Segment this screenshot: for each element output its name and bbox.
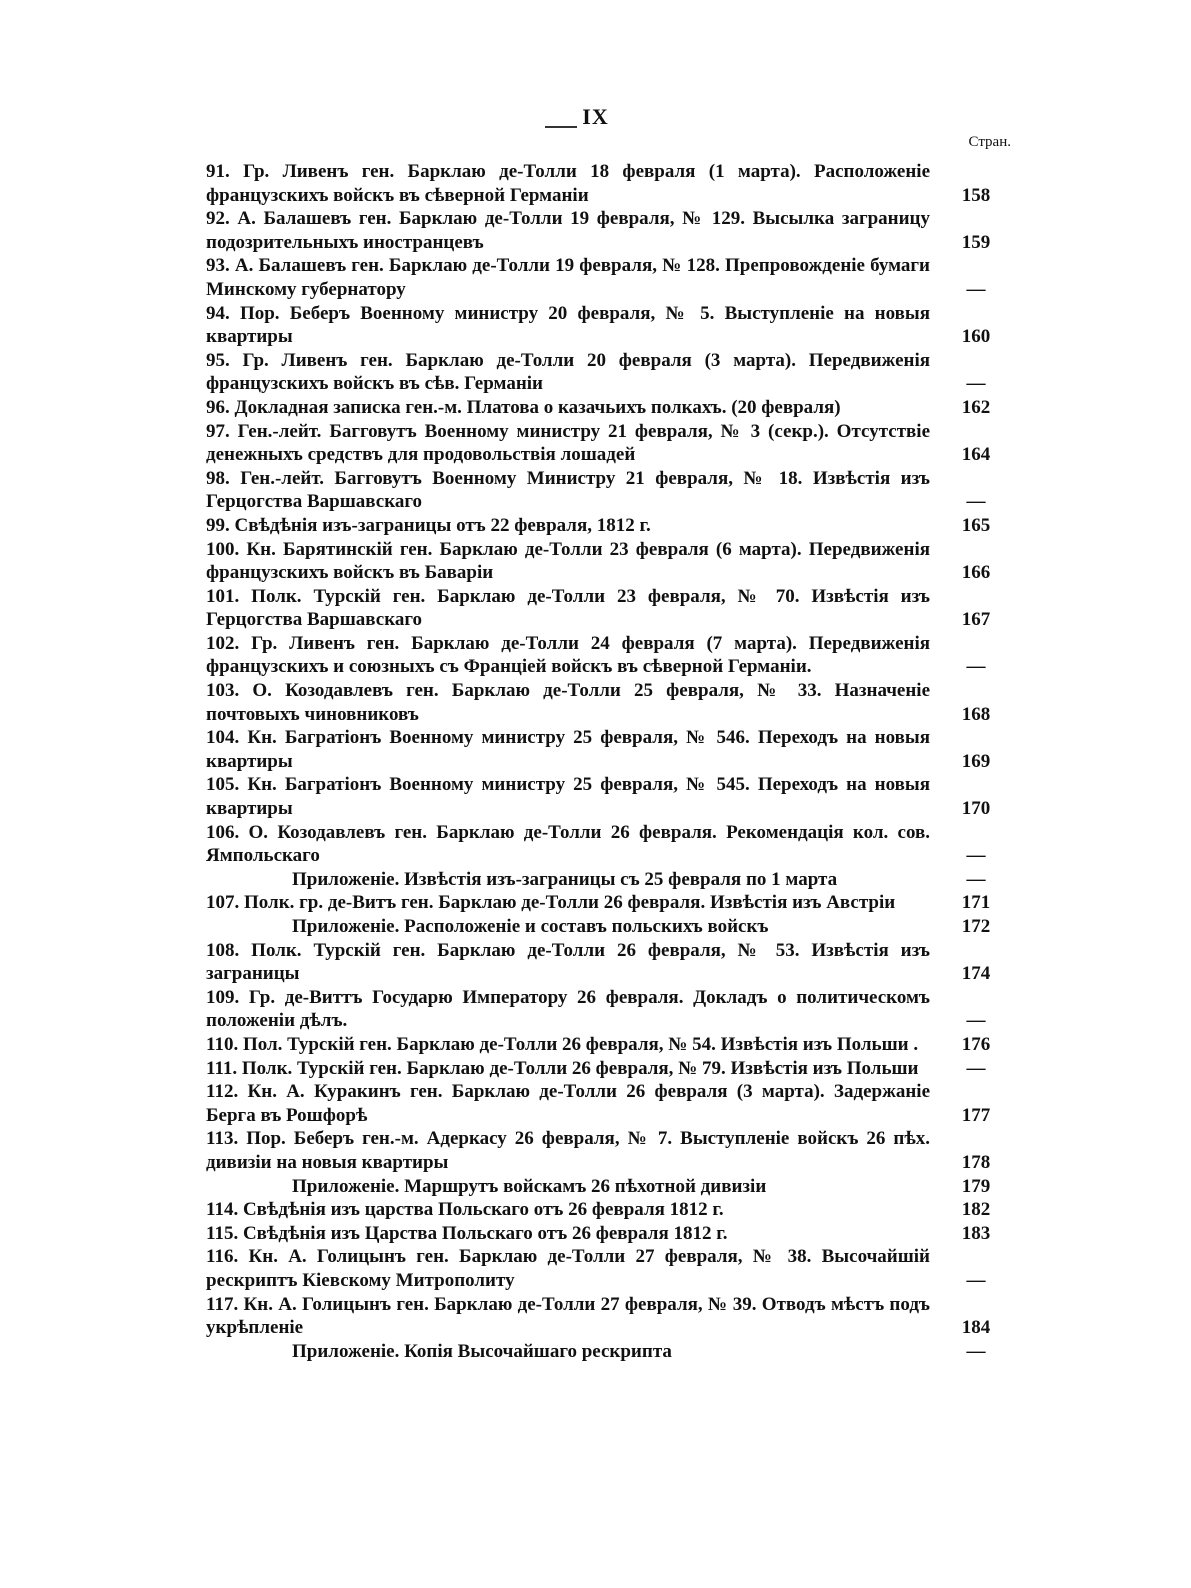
- toc-entry: [206, 514, 1010, 538]
- entry-text: [206, 632, 930, 679]
- entry-page-number: —: [966, 1057, 986, 1079]
- entry-text: [206, 302, 930, 349]
- entry-page-number: —: [966, 1340, 986, 1362]
- entry-number: 95.: [206, 349, 230, 371]
- entry-number: 104.: [206, 727, 240, 749]
- entry-page-number: —: [966, 373, 986, 395]
- page-number: IX: [582, 104, 609, 129]
- toc-entry: [206, 467, 1010, 514]
- entry-page-number: 165: [961, 514, 991, 536]
- toc-entry: [206, 679, 1010, 726]
- toc-entry: [206, 585, 1010, 632]
- entry-text: [206, 821, 930, 868]
- entry-title: Кн. А. Голицынъ ген. Барклаю де-Толли 27 февраля, № 38. Высочайшій рескриптъ Кіевскому Митрополиту: [206, 1246, 931, 1291]
- page-column-header: Стран.: [968, 134, 1011, 150]
- entry-number: 99.: [206, 514, 230, 536]
- entry-page-number: 159: [961, 231, 991, 253]
- toc-entry: [206, 254, 1010, 301]
- entry-title: Свѣдѣнія изъ-заграницы отъ 22 февраля, 1812 г.: [234, 514, 651, 536]
- toc-entry: [206, 207, 1010, 254]
- entry-number: 91.: [206, 161, 230, 182]
- entry-number: 114.: [206, 1199, 239, 1221]
- entry-page-number: 179: [961, 1175, 991, 1197]
- entry-title: Свѣдѣнія изъ царства Польскаго отъ 26 февраля 1812 г.: [242, 1199, 724, 1221]
- entry-text: [206, 891, 930, 915]
- toc-entry: [206, 1198, 1010, 1222]
- entry-page-number: —: [966, 845, 986, 867]
- toc-entry: [206, 1057, 1010, 1081]
- entry-text: [206, 868, 930, 892]
- entry-text: [206, 726, 930, 773]
- entry-text: [206, 1293, 930, 1340]
- entry-number: 109.: [206, 986, 240, 1008]
- entry-title: Полк. Турскій ген. Барклаю де-Толли 23 февраля, № 70. Извѣстія изъ Герцогства Варшавскаго: [206, 585, 931, 631]
- entry-number: 111.: [206, 1057, 238, 1079]
- entry-number: 92.: [206, 208, 230, 230]
- toc-entry: [206, 1127, 1010, 1174]
- entry-page-number: —: [966, 278, 986, 300]
- entry-title: Полк. гр. де-Витъ ген. Барклаю де-Толли 26 февраля. Извѣстія изъ Австріи: [244, 892, 896, 914]
- toc-entry: [206, 986, 1010, 1033]
- entry-title: О. Козодавлевъ ген. Барклаю де-Толли 26 февраля. Рекомендація кол. сов. Ямпольскаго: [206, 821, 931, 867]
- toc-entry: [206, 538, 1010, 585]
- entry-text: [206, 585, 930, 632]
- entry-text: [206, 773, 930, 820]
- entry-number: 100.: [206, 538, 240, 560]
- entry-number: 113.: [206, 1128, 239, 1150]
- entry-number: 117.: [206, 1293, 239, 1315]
- toc-entry: [206, 1293, 1010, 1340]
- entry-text: [206, 1222, 930, 1246]
- entry-text: [206, 514, 930, 538]
- entry-number: 102.: [206, 632, 240, 654]
- entry-number: 98.: [206, 467, 230, 489]
- entry-number: 93.: [206, 255, 230, 277]
- entry-number: 107.: [206, 892, 240, 914]
- entry-page-number: —: [966, 868, 986, 890]
- entry-text: [206, 396, 930, 420]
- toc-appendix-entry: [206, 1175, 1010, 1199]
- toc-entry: [206, 1245, 1010, 1292]
- entry-title: Кн. Барятинскій ген. Барклаю де-Толли 23 февраля (6 марта). Передвиженія французскихъ войскъ въ Баваріи: [206, 538, 930, 584]
- entry-title: Пол. Турскій ген. Барклаю де-Толли 26 февраля, № 54. Извѣстія изъ Польши .: [242, 1033, 919, 1055]
- toc-entry: [206, 726, 1010, 773]
- entry-text: [206, 207, 930, 254]
- entry-title: Кн. Багратіонъ Военному министру 25 февраля, № 546. Переходъ на новыя квартиры: [206, 727, 930, 772]
- entry-number: 110.: [206, 1033, 239, 1055]
- toc-appendix-entry: [206, 915, 1010, 939]
- entry-page-number: 183: [961, 1222, 991, 1244]
- entry-text: [206, 1340, 930, 1364]
- entry-page-number: —: [966, 1269, 986, 1291]
- entry-page-number: 169: [961, 750, 991, 772]
- entry-text: [206, 679, 930, 726]
- entry-title: Приложеніе. Расположеніе и составъ польскихъ войскъ: [292, 916, 769, 937]
- entry-number: 116.: [206, 1246, 239, 1268]
- entry-page-number: 172: [961, 916, 991, 937]
- entry-title: Ген.-лейт. Багговутъ Военному министру 21 февраля, № 3 (секр.). Отсутствіе денежныхъ средствъ для продовольствія лошадей: [206, 420, 930, 466]
- entry-number: 94.: [206, 302, 230, 324]
- toc-entry: [206, 773, 1010, 820]
- entry-title: Гр. Ливенъ ген. Барклаю де-Толли 18 февраля (1 марта). Расположеніе французскихъ войскъ въ сѣверной Германіи: [206, 161, 930, 206]
- entry-page-number: 160: [961, 326, 991, 348]
- entry-title: А. Балашевъ ген. Барклаю де-Толли 19 февраля, № 129. Высылка заграницу подозрительныхъ иностранцевъ: [206, 208, 930, 253]
- entry-text: [206, 254, 930, 301]
- entry-number: 112.: [206, 1081, 239, 1103]
- entry-page-number: 164: [961, 444, 991, 466]
- entry-title: Свѣдѣнія изъ Царства Польскаго отъ 26 февраля 1812 г.: [242, 1222, 728, 1244]
- entry-text: [206, 1033, 930, 1057]
- page-number-dash: [545, 126, 577, 128]
- entry-number: 96.: [206, 396, 230, 418]
- entry-text: [206, 1245, 930, 1292]
- entry-text: [206, 1080, 930, 1127]
- entry-page-number: 168: [961, 703, 991, 725]
- entry-number: 106.: [206, 821, 240, 843]
- entry-text: [206, 1198, 930, 1222]
- entry-number: 101.: [206, 585, 240, 607]
- entry-number: 105.: [206, 774, 240, 796]
- toc-appendix-entry: [206, 868, 1010, 892]
- entry-page-number: 182: [961, 1199, 991, 1221]
- entry-number: 97.: [206, 420, 230, 442]
- toc-entry: [206, 939, 1010, 986]
- toc-entry: [206, 420, 1010, 467]
- entry-title: А. Балашевъ ген. Барклаю де-Толли 19 февраля, № 128. Препровожденіе бумаги Минскому губернатору: [206, 255, 931, 300]
- toc-entry: [206, 396, 1010, 420]
- toc-entry: [206, 1080, 1010, 1127]
- entry-title: Кн. А. Куракинъ ген. Барклаю де-Толли 26 февраля (3 марта). Задержаніе Берга въ Рошфорѣ: [206, 1081, 931, 1126]
- entry-title: Приложеніе. Копія Высочайшаго рескрипта: [292, 1340, 672, 1362]
- entry-text: [206, 986, 930, 1033]
- entry-page-number: —: [966, 656, 986, 678]
- toc-entry: [206, 1033, 1010, 1057]
- entry-page-number: 162: [961, 396, 991, 418]
- toc-entry: [206, 1222, 1010, 1246]
- entry-page-number: —: [966, 1010, 986, 1032]
- toc-entry: [206, 302, 1010, 349]
- entry-title: Приложеніе. Маршрутъ войскамъ 26 пѣхотной дивизіи: [292, 1175, 767, 1197]
- entry-page-number: 167: [961, 609, 991, 631]
- entry-title: Полк. Турскій ген. Барклаю де-Толли 26 февраля, № 79. Извѣстія изъ Польши: [241, 1057, 919, 1079]
- entry-title: О. Козодавлевъ ген. Барклаю де-Толли 25 февраля, № 33. Назначеніе почтовыхъ чиновниковъ: [206, 680, 931, 725]
- toc-entry: [206, 632, 1010, 679]
- entry-title: Полк. Турскій ген. Барклаю де-Толли 26 февраля, № 53. Извѣстія изъ заграницы: [206, 939, 931, 985]
- entry-text: [206, 160, 930, 207]
- entry-title: Ген.-лейт. Багговутъ Военному Министру 21 февраля, № 18. Извѣстія изъ Герцогства Варшавскаго: [206, 467, 930, 513]
- toc-entry: [206, 891, 1010, 915]
- entry-page-number: 158: [961, 184, 991, 206]
- entry-page-number: 171: [961, 892, 991, 914]
- entry-text: [206, 467, 930, 514]
- entry-page-number: —: [966, 491, 986, 513]
- entry-page-number: 174: [961, 963, 991, 985]
- entry-page-number: 178: [961, 1151, 991, 1173]
- toc-entry: [206, 349, 1010, 396]
- entry-text: [206, 1175, 930, 1199]
- entry-text: [206, 1057, 930, 1081]
- entry-text: [206, 1127, 930, 1174]
- entry-title: Гр. де-Виттъ Государю Императору 26 февраля. Докладъ о политическомъ положеніи дѣлъ.: [206, 986, 930, 1032]
- entry-text: [206, 915, 930, 939]
- entry-page-number: 170: [961, 798, 991, 820]
- entry-title: Докладная записка ген.-м. Платова о казачьихъ полкахъ. (20 февраля): [234, 396, 841, 418]
- entry-number: 115.: [206, 1222, 239, 1244]
- entry-title: Гр. Ливенъ ген. Барклаю де-Толли 24 февраля (7 марта). Передвиженія французскихъ и союзныхъ съ Франціей войскъ въ сѣверной Германіи.: [206, 632, 931, 678]
- entry-title: Пор. Беберъ Военному министру 20 февраля, № 5. Выступленіе на новыя квартиры: [206, 302, 930, 348]
- entry-number: 103.: [206, 680, 240, 702]
- toc-appendix-entry: [206, 1340, 1010, 1364]
- entry-text: [206, 939, 930, 986]
- toc-entry: [206, 821, 1010, 868]
- entry-text: [206, 420, 930, 467]
- entry-text: [206, 538, 930, 585]
- entry-title: Пор. Беберъ ген.-м. Адеркасу 26 февраля, № 7. Выступленіе войскъ 26 пѣх. дивизіи на новыя квартиры: [206, 1128, 930, 1173]
- entry-number: 108.: [206, 939, 240, 961]
- entry-page-number: 166: [961, 562, 991, 584]
- table-of-contents: [206, 160, 1010, 1363]
- entry-page-number: 177: [961, 1104, 991, 1126]
- entry-text: [206, 349, 930, 396]
- entry-title: Кн. Багратіонъ Военному министру 25 февраля, № 545. Переходъ на новыя квартиры: [206, 774, 930, 820]
- toc-entry: [206, 160, 1010, 207]
- entry-title: Приложеніе. Извѣстія изъ-заграницы съ 25 февраля по 1 марта: [292, 868, 838, 890]
- entry-page-number: 176: [961, 1033, 991, 1055]
- entry-page-number: 184: [961, 1317, 991, 1339]
- entry-title: Гр. Ливенъ ген. Барклаю де-Толли 20 февраля (3 марта). Передвиженія французскихъ войскъ въ сѣв. Германіи: [206, 349, 931, 395]
- entry-title: Кн. А. Голицынъ ген. Барклаю де-Толли 27 февраля, № 39. Отводъ мѣстъ подъ укрѣпленіе: [206, 1293, 931, 1339]
